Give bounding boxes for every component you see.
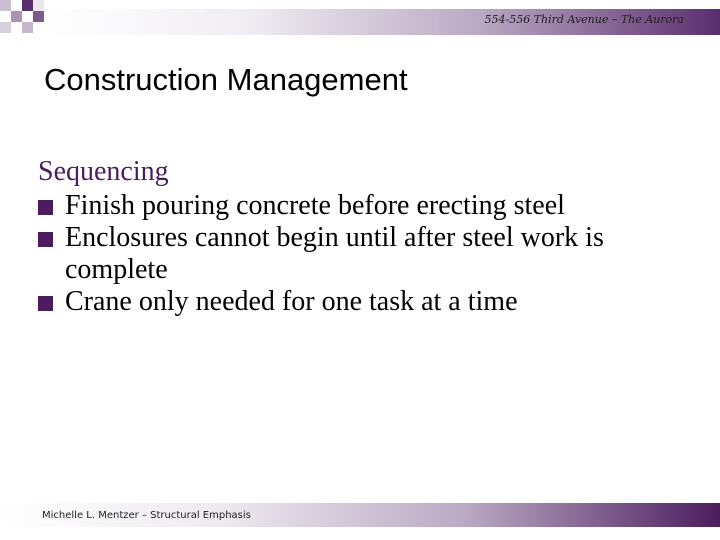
square-bullet-icon	[38, 200, 53, 215]
decorative-square	[0, 0, 11, 11]
decorative-square	[11, 0, 22, 11]
square-bullet-icon	[38, 296, 53, 311]
header-text: 554-556 Third Avenue – The Aurora	[484, 13, 684, 26]
square-bullet-icon	[38, 232, 53, 247]
bullet-text: Enclosures cannot begin until after steel work is complete	[65, 222, 604, 285]
section-heading: Sequencing	[38, 156, 169, 187]
bullet-item	[38, 286, 678, 318]
bullet-text: Crane only needed for one task at a time	[65, 286, 518, 317]
decorative-square	[0, 22, 11, 33]
decorative-square	[33, 11, 44, 22]
decorative-square	[11, 11, 22, 22]
footer-text: Michelle L. Mentzer – Structural Emphasis	[42, 510, 251, 521]
decorative-square	[0, 11, 11, 22]
decorative-square	[22, 11, 33, 22]
decorative-square	[22, 22, 33, 33]
bullet-item	[38, 222, 678, 286]
slide-title: Construction Management	[44, 62, 408, 97]
bullet-text: Finish pouring concrete before erecting steel	[65, 190, 565, 221]
decorative-square	[33, 0, 44, 11]
bullet-item	[38, 190, 678, 222]
slide-body	[38, 156, 678, 332]
decorative-square	[22, 0, 33, 11]
